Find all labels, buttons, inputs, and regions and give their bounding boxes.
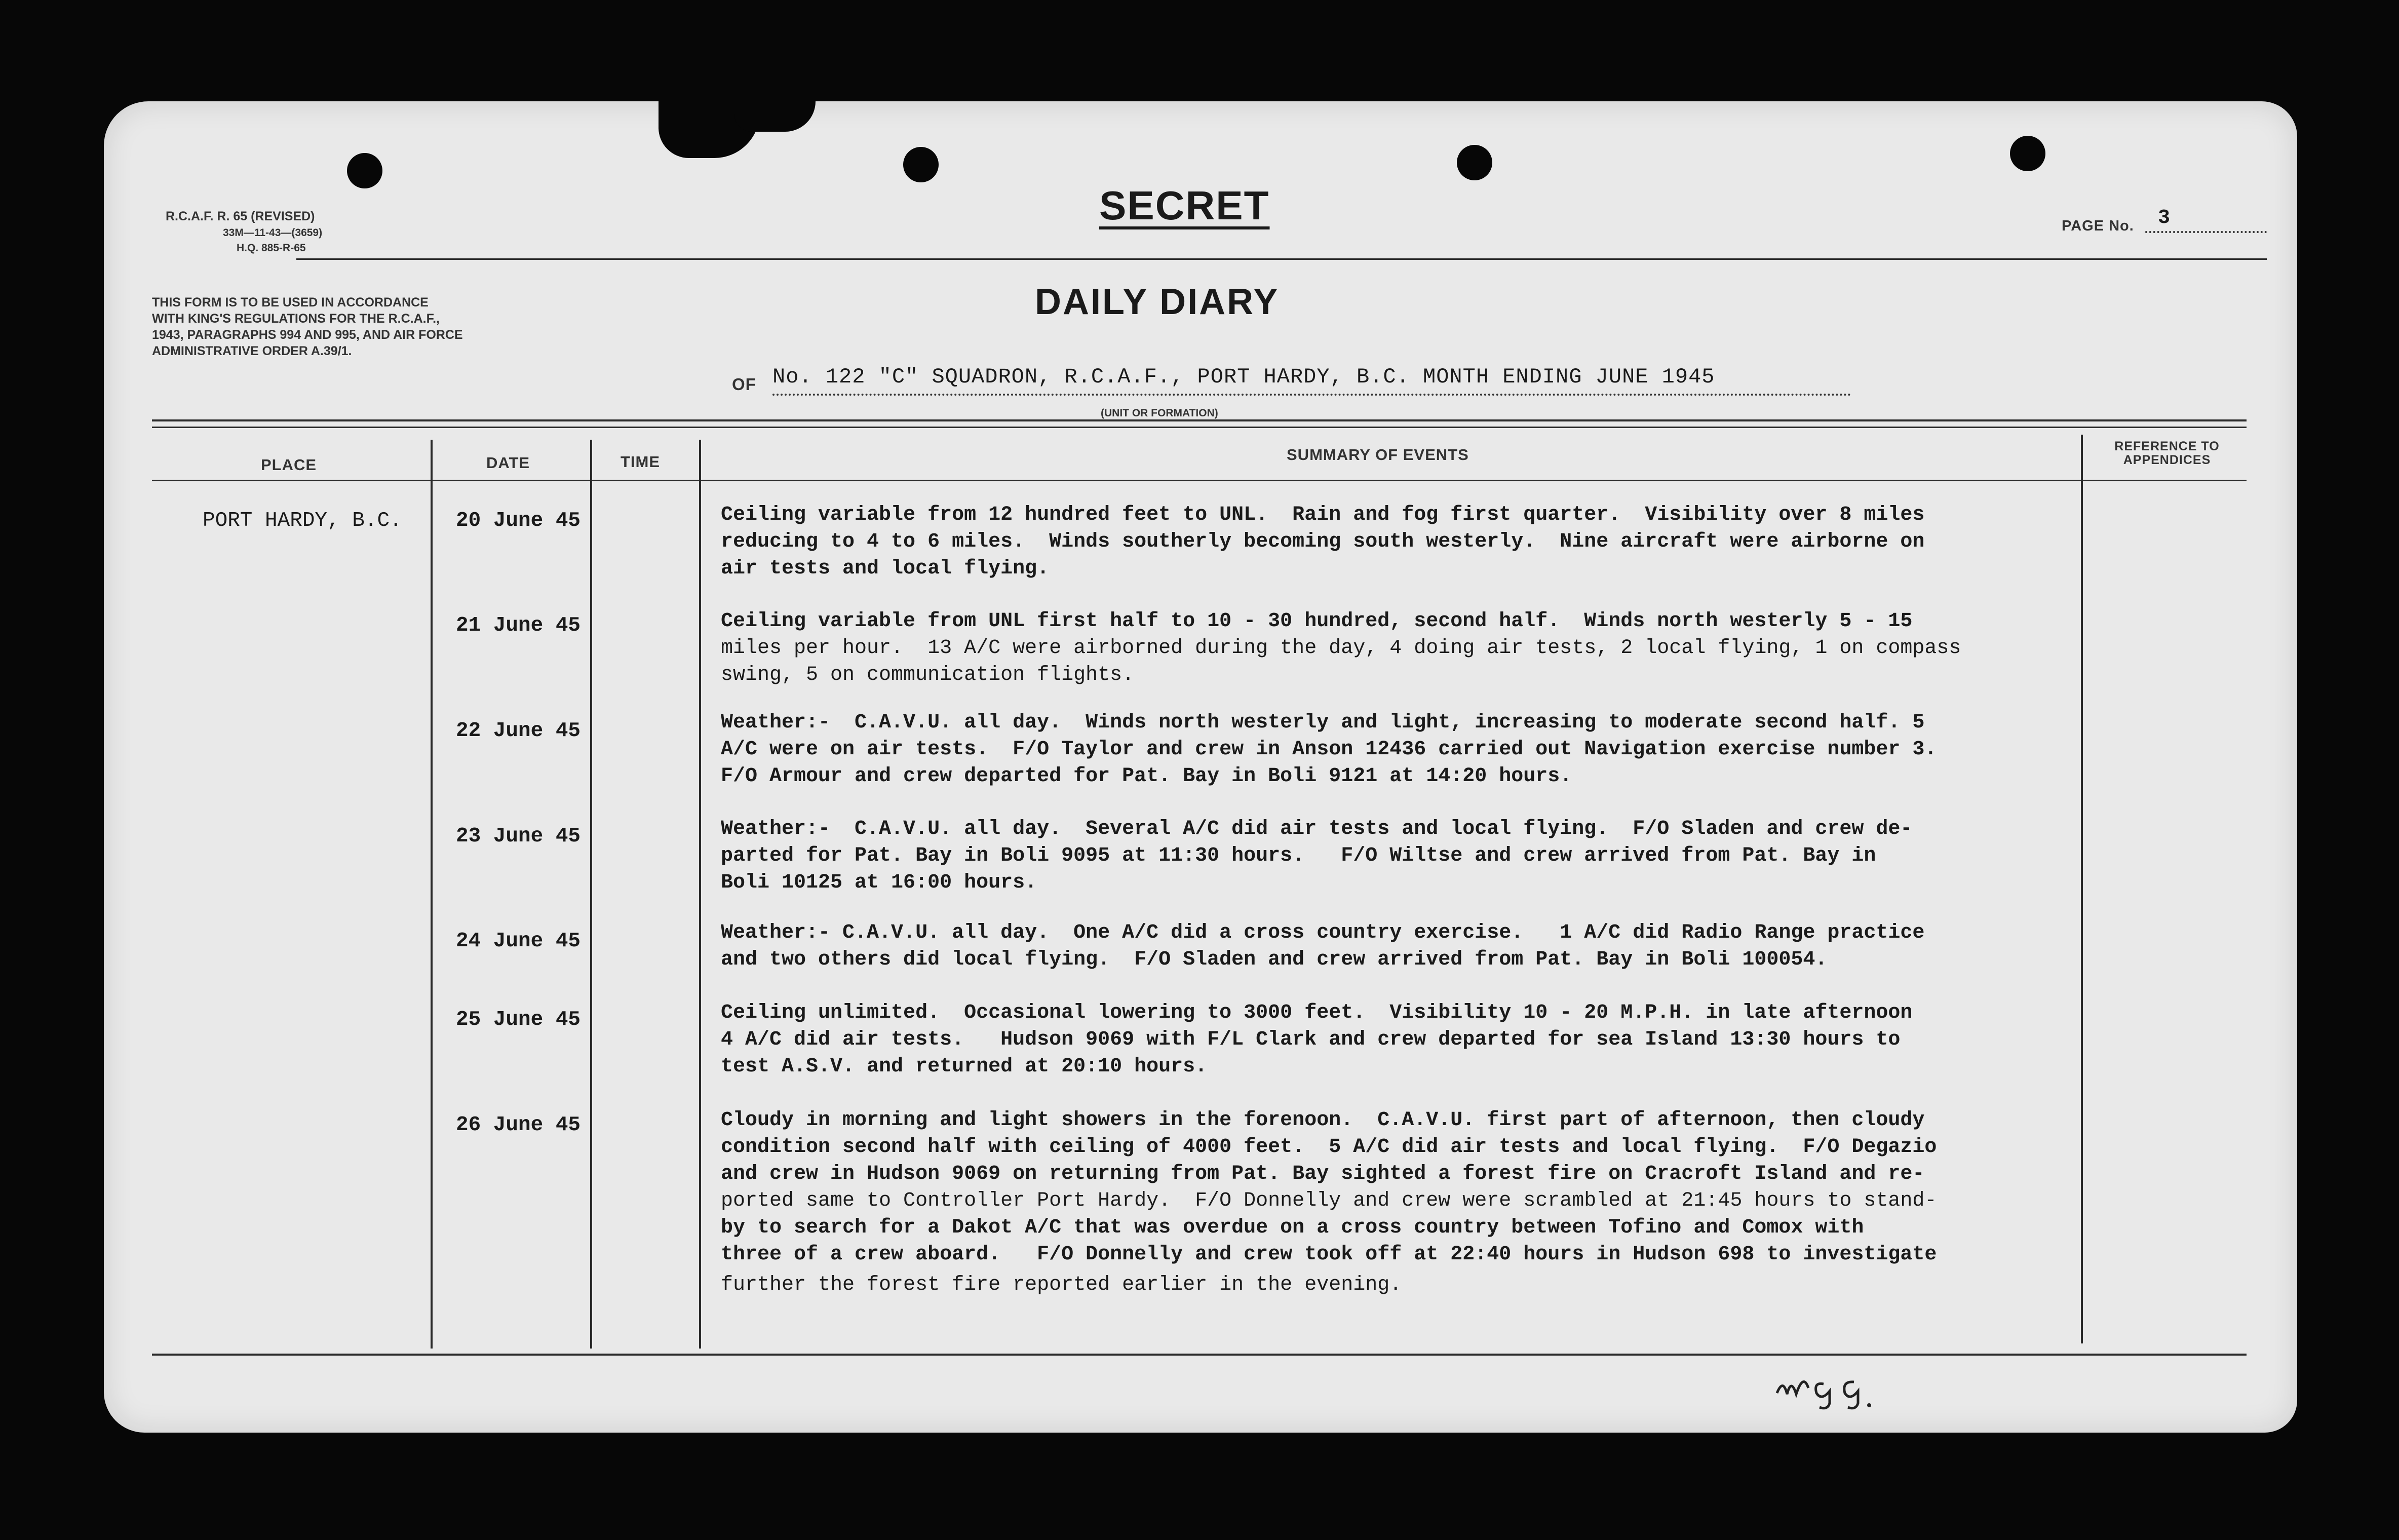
of-label: OF <box>732 375 756 394</box>
punch-hole <box>1457 145 1492 180</box>
entry-line: Ceiling unlimited. Occasional lowering to 3000 feet. Visibility 10 - 20 M.P.H. in late afternoon <box>721 1002 1913 1024</box>
entry-date: 26 June 45 <box>456 1113 581 1137</box>
entry-line: parted for Pat. Bay in Boli 9095 at 11:30 hours. F/O Wiltse and crew arrived from Pat. Bay in <box>721 844 1876 867</box>
page-label: PAGE No. <box>2062 218 2134 234</box>
column-header-time: TIME <box>621 453 661 471</box>
column-header-summary: SUMMARY OF EVENTS <box>1287 446 1469 464</box>
header-rule <box>296 258 2267 260</box>
entry-line: ported same to Controller Port Hardy. F/O Donnelly and crew were scrambled at 21:45 hours to stand- <box>721 1189 1937 1212</box>
entry-line: Weather:- C.A.V.U. all day. Winds north westerly and light, increasing to moderate second half. 5 <box>721 711 1925 734</box>
entry-date: 23 June 45 <box>456 825 581 848</box>
form-id-line: H.Q. 885-R-65 <box>237 242 306 254</box>
entry-date: 22 June 45 <box>456 719 581 743</box>
punch-hole <box>903 147 939 182</box>
entry-line: reducing to 4 to 6 miles. Winds southerly becoming south westerly. Nine aircraft were airborne on <box>721 530 1925 553</box>
instructions-line: ADMINISTRATIVE ORDER A.39/1. <box>152 344 352 358</box>
column-header-place: PLACE <box>261 456 317 474</box>
entry-line: Weather:- C.A.V.U. all day. One A/C did a cross country exercise. 1 A/C did Radio Range practice <box>721 921 1925 944</box>
entry-line: Cloudy in morning and light showers in the forenoon. C.A.V.U. first part of afternoon, then cloudy <box>721 1109 1925 1132</box>
entry-line: Boli 10125 at 16:00 hours. <box>721 871 1037 894</box>
entry-line: condition second half with ceiling of 4000 feet. 5 A/C did air tests and local flying. F/O Degazio <box>721 1136 1937 1159</box>
entry-date: 25 June 45 <box>456 1008 581 1031</box>
unit-formation: No. 122 "C" SQUADRON, R.C.A.F., PORT HARDY, B.C. MONTH ENDING JUNE 1945 <box>772 365 1715 389</box>
column-divider <box>590 440 592 1349</box>
entry-line: A/C were on air tests. F/O Taylor and crew in Anson 12436 carried out Navigation exercise number 3. <box>721 738 1937 761</box>
punch-hole <box>347 153 382 188</box>
instructions-line: WITH KING'S REGULATIONS FOR THE R.C.A.F., <box>152 312 440 326</box>
entry-line: Weather:- C.A.V.U. all day. Several A/C did air tests and local flying. F/O Sladen and crew de- <box>721 818 1913 840</box>
entry-line: Ceiling variable from 12 hundred feet to UNL. Rain and fog first quarter. Visibility over 8 miles <box>721 504 1925 526</box>
instructions-line: THIS FORM IS TO BE USED IN ACCORDANCE <box>152 295 429 310</box>
entry-line: Ceiling variable from UNL first half to 10 - 30 hundred, second half. Winds north westerly 5 - 15 <box>721 610 1913 633</box>
entry-line: swing, 5 on communication flights. <box>721 664 1135 686</box>
table-top-rule-2 <box>152 427 2247 428</box>
page-number: 3 <box>2158 207 2171 229</box>
entry-line: miles per hour. 13 A/C were airborned during the day, 4 doing air tests, 2 local flying, 1 on compass <box>721 637 1961 660</box>
column-divider <box>431 440 433 1349</box>
column-divider <box>699 440 701 1349</box>
column-header-date: DATE <box>486 454 530 472</box>
diary-title: DAILY DIARY <box>1035 282 1280 322</box>
entry-line: air tests and local flying. <box>721 557 1050 580</box>
table-bottom-rule <box>152 1354 2247 1356</box>
diary-card <box>104 101 2297 1433</box>
entry-line: three of a crew aboard. F/O Donnelly and crew took off at 22:40 hours in Hudson 698 to investigate <box>721 1243 1937 1266</box>
header-bottom-rule <box>152 480 2247 481</box>
entry-date: 24 June 45 <box>456 930 581 953</box>
torn-edge <box>734 101 816 132</box>
unit-underline <box>772 394 1851 396</box>
form-id-line: R.C.A.F. R. 65 (REVISED) <box>166 209 315 223</box>
entry-line: test A.S.V. and returned at 20:10 hours. <box>721 1055 1208 1078</box>
entry-line: 4 A/C did air tests. Hudson 9069 with F/L Clark and crew departed for sea Island 13:30 hours to <box>721 1028 1901 1051</box>
entry-date: 21 June 45 <box>456 614 581 637</box>
entry-line: and two others did local flying. F/O Sladen and crew arrived from Pat. Bay in Boli 100054. <box>721 948 1828 971</box>
entry-line: and crew in Hudson 9069 on returning from Pat. Bay sighted a forest fire on Cracroft Island and re- <box>721 1163 1925 1185</box>
column-divider <box>2081 435 2083 1343</box>
classification-title: SECRET <box>1099 183 1270 228</box>
unit-caption: (UNIT OR FORMATION) <box>1101 407 1218 419</box>
page-leader <box>2145 231 2267 233</box>
table-top-rule <box>152 419 2247 421</box>
form-id-line: 33M—11-43—(3659) <box>223 227 323 239</box>
column-header-reference: REFERENCE TO APPENDICES <box>2114 439 2220 467</box>
entry-line: further the forest fire reported earlier in the evening. <box>721 1274 1402 1296</box>
instructions-line: 1943, PARAGRAPHS 994 AND 995, AND AIR FORCE <box>152 328 463 342</box>
punch-hole <box>2010 136 2045 171</box>
handwritten-initials <box>1773 1358 1905 1413</box>
entry-date: 20 June 45 <box>456 509 581 532</box>
entry-line: F/O Armour and crew departed for Pat. Bay in Boli 9121 at 14:20 hours. <box>721 765 1572 788</box>
place-cell: PORT HARDY, B.C. <box>203 509 402 532</box>
entry-line: by to search for a Dakot A/C that was overdue on a cross country between Tofino and Comox with <box>721 1216 1864 1239</box>
